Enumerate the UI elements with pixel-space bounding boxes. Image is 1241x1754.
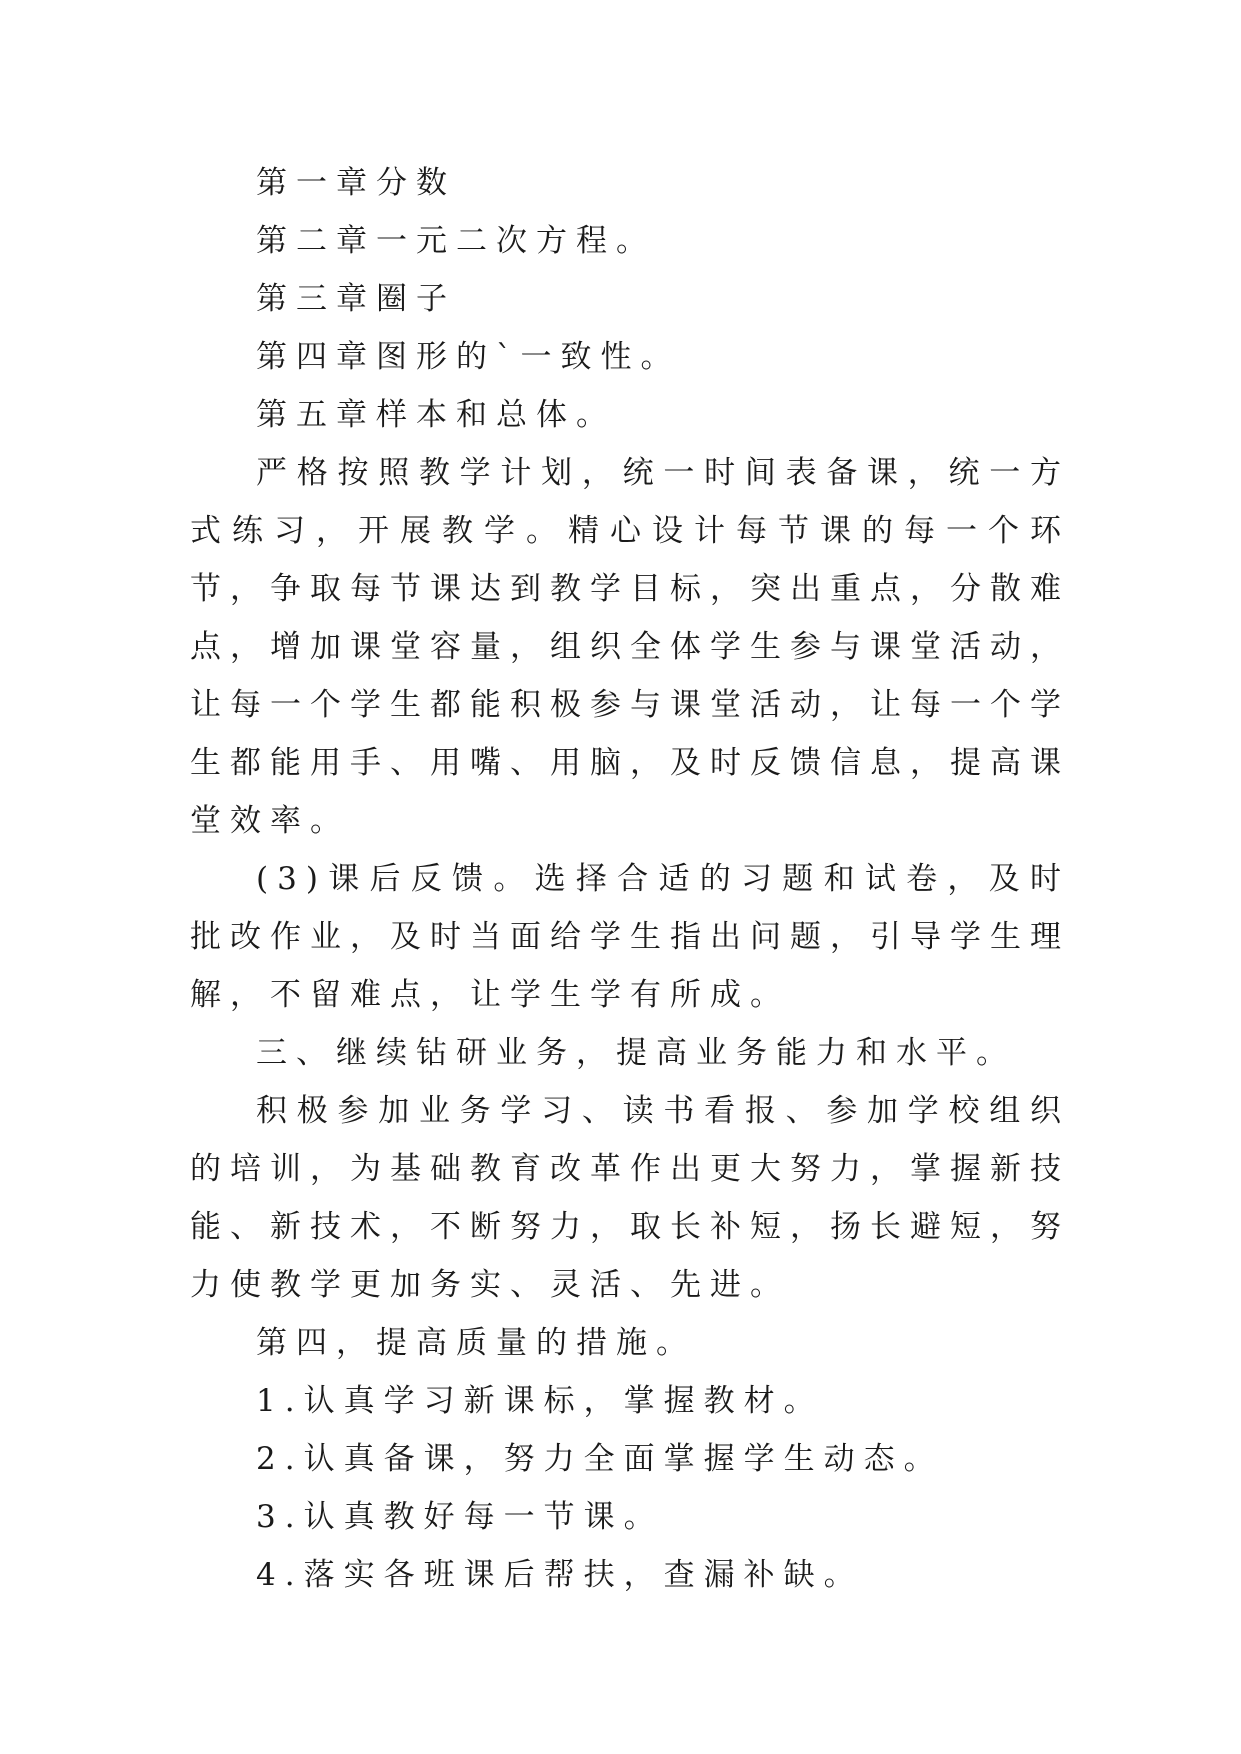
chapter-2: 第二章一元二次方程。 [256, 223, 656, 259]
paragraph-professional-study: 积极参加业务学习、读书看报、参加学校组织的培训，为基础教育改革作出更大努力，掌握新技能、新技术，不断努力，取长补短，扬长避短，努力使教学更加务实、灵活、先进。 [190, 1093, 1070, 1303]
measure-2: 2.认真备课，努力全面掌握学生动态。 [256, 1441, 944, 1477]
chapter-3: 第三章圈子 [256, 281, 456, 317]
measure-1: 1.认真学习新课标，掌握教材。 [256, 1383, 824, 1419]
document-body [190, 154, 1070, 1604]
chapter-4: 第四章图形的`一致性。 [256, 339, 681, 375]
chapter-5: 第五章样本和总体。 [256, 397, 616, 433]
paragraph-teaching-plan: 严格按照教学计划，统一时间表备课，统一方式练习，开展教学。精心设计每节课的每一个环节，争取每节课达到教学目标，突出重点，分散难点，增加课堂容量，组织全体学生参与课堂活动，让每一个学生都能积极参与课堂活动，让每一个学生都能用手、用嘴、用脑，及时反馈信息，提高课堂效率。 [190, 455, 1070, 839]
chapter-1: 第一章分数 [256, 165, 456, 201]
section-heading-4: 第四，提高质量的措施。 [256, 1325, 696, 1361]
section-heading-3: 三、继续钻研业务，提高业务能力和水平。 [256, 1035, 1016, 1071]
measure-3: 3.认真教好每一节课。 [256, 1499, 664, 1535]
paragraph-after-class-feedback: (3)课后反馈。选择合适的习题和试卷，及时批改作业，及时当面给学生指出问题，引导学生理解，不留难点，让学生学有所成。 [190, 861, 1070, 1013]
measure-4: 4.落实各班课后帮扶，查漏补缺。 [256, 1557, 864, 1593]
